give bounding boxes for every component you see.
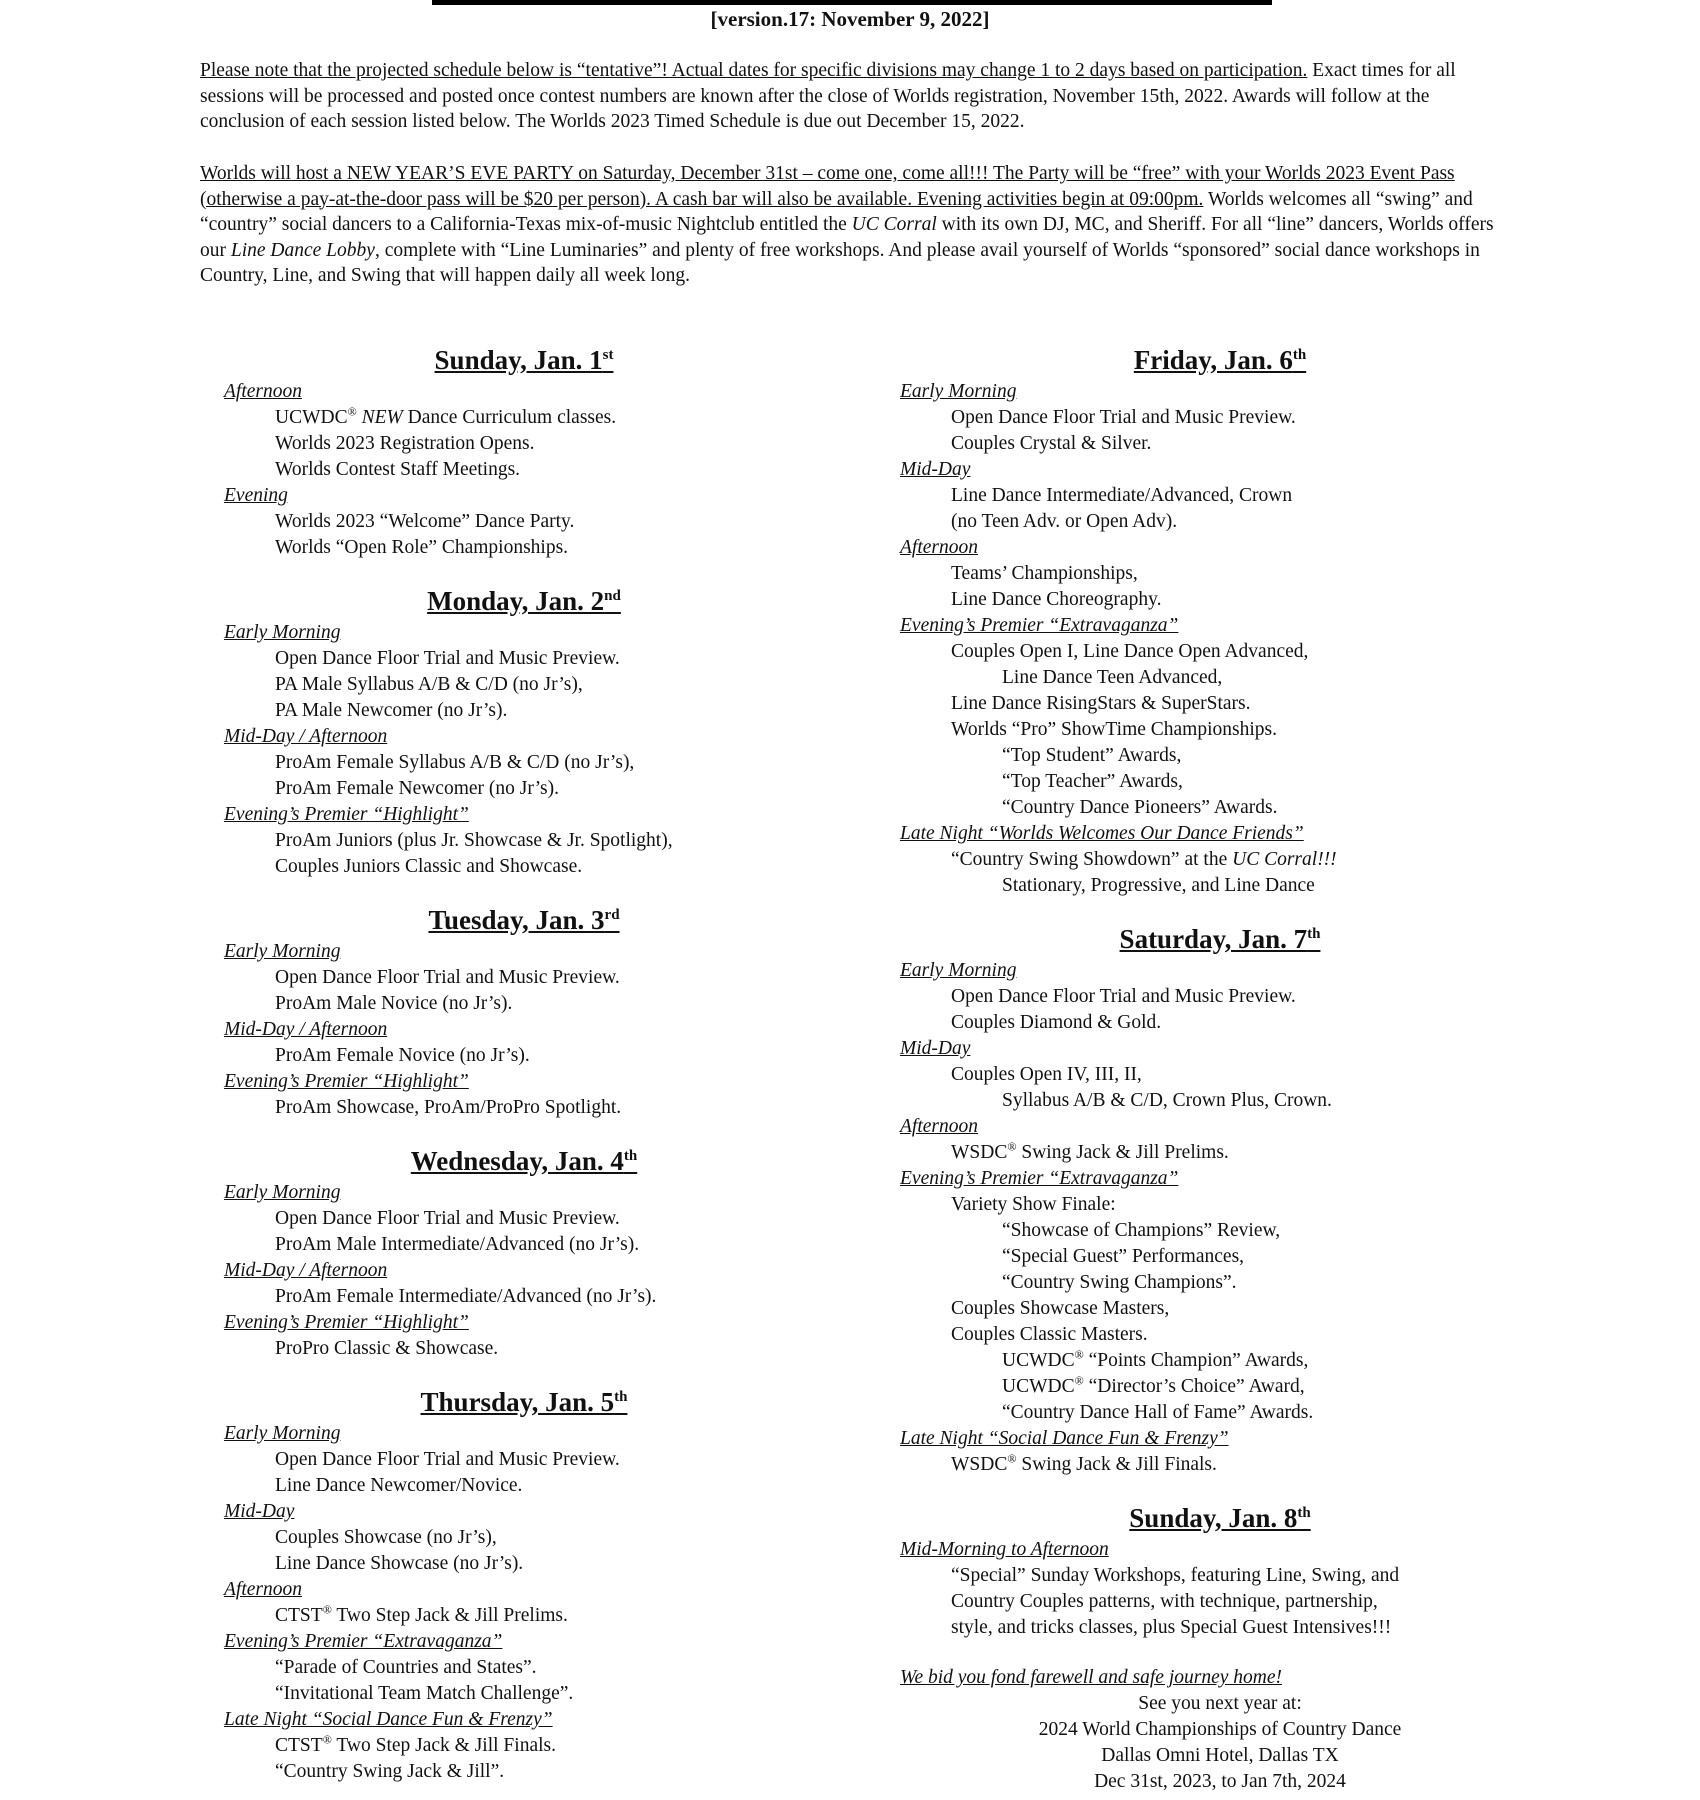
schedule-item: Country Couples patterns, with technique, partnership, — [951, 1591, 1378, 1612]
session-heading: Afternoon — [900, 1116, 978, 1137]
session-heading: Afternoon — [900, 537, 978, 558]
schedule-item: WSDC® Swing Jack & Jill Finals. — [951, 1451, 1217, 1475]
closing-line: 2024 World Championships of Country Dance — [1038, 1719, 1402, 1740]
schedule-item: Couples Diamond & Gold. — [951, 1012, 1162, 1033]
schedule-item: Line Dance Intermediate/Advanced, Crown — [951, 485, 1293, 506]
schedule-item: “Country Swing Jack & Jill”. — [275, 1761, 505, 1782]
farewell-line: We bid you fond farewell and safe journey home! — [900, 1667, 1282, 1688]
schedule-item: Line Dance Choreography. — [951, 589, 1162, 610]
schedule-item: ProAm Male Novice (no Jr’s). — [275, 993, 513, 1014]
schedule-subitem: Line Dance Teen Advanced, — [1002, 667, 1223, 688]
session-heading: Early Morning — [900, 960, 1017, 981]
schedule-item: style, and tricks classes, plus Special Guest Intensives!!! — [951, 1617, 1392, 1638]
schedule-item: ProAm Showcase, ProAm/ProPro Spotlight. — [275, 1097, 622, 1118]
session-heading: Mid-Day — [224, 1501, 295, 1522]
session-heading: Mid-Day — [900, 1038, 971, 1059]
schedule-item: Open Dance Floor Trial and Music Preview. — [951, 986, 1296, 1007]
session-heading: Early Morning — [224, 622, 341, 643]
schedule-subitem: “Top Teacher” Awards, — [1002, 771, 1183, 792]
intro-text: with its own DJ, MC, and Sheriff. For all “line” dancers, Worlds offers our — [200, 214, 1494, 261]
schedule-item: Worlds Contest Staff Meetings. — [275, 459, 521, 480]
schedule-item: Couples Showcase Masters, — [951, 1298, 1170, 1319]
schedule-item: Couples Open I, Line Dance Open Advanced, — [951, 641, 1309, 662]
schedule-subitem: “Top Student” Awards, — [1002, 745, 1182, 766]
session-heading: Mid-Day — [900, 459, 971, 480]
schedule-item: Worlds 2023 Registration Opens. — [275, 433, 535, 454]
day-heading-sunday-1: Sunday, Jan. 1st — [434, 345, 614, 375]
schedule-item: ProAm Female Intermediate/Advanced (no Jr’s). — [275, 1286, 657, 1307]
schedule-item: Open Dance Floor Trial and Music Preview. — [275, 648, 620, 669]
schedule-item: WSDC® Swing Jack & Jill Prelims. — [951, 1139, 1229, 1163]
schedule-item: “Special” Sunday Workshops, featuring Line, Swing, and — [951, 1565, 1400, 1586]
session-heading: Early Morning — [900, 381, 1017, 402]
schedule-item: Open Dance Floor Trial and Music Preview. — [275, 1208, 620, 1229]
schedule-subitem: Syllabus A/B & C/D, Crown Plus, Crown. — [1002, 1090, 1332, 1111]
schedule-item: Line Dance Newcomer/Novice. — [275, 1475, 523, 1496]
closing-line: See you next year at: — [1138, 1693, 1302, 1714]
schedule-item: PA Male Newcomer (no Jr’s). — [275, 700, 508, 721]
session-heading: Late Night “Social Dance Fun & Frenzy” — [224, 1709, 553, 1730]
intro-line-dance-lobby: Line Dance Lobby — [230, 239, 375, 261]
schedule-item: ProAm Female Syllabus A/B & C/D (no Jr’s), — [275, 752, 635, 773]
intro-times-note: Exact times for all sessions will be processed and posted once contest numbers are known after the close of Worlds registration, November 15th, 2022. Awards will follow at the conclusion of each session listed below. The Worlds 2023 Timed Schedule is due out December 15, 2022. — [200, 60, 1456, 132]
session-heading: Evening’s Premier “Extravaganza” — [900, 1168, 1179, 1189]
schedule-item: ProAm Male Intermediate/Advanced (no Jr’s). — [275, 1234, 640, 1255]
schedule-item: CTST® Two Step Jack & Jill Prelims. — [275, 1602, 568, 1626]
schedule-item: “Country Swing Showdown” at the UC Corral!!! — [951, 849, 1337, 870]
schedule-item: Open Dance Floor Trial and Music Preview. — [275, 967, 620, 988]
intro-tentative-note: Please note that the projected schedule below is “tentative”! Actual dates for specific divisions may change 1 to 2 days based on participation. — [200, 60, 1308, 81]
session-heading: Evening’s Premier “Highlight” — [224, 804, 469, 825]
day-heading-saturday: Saturday, Jan. 7th — [1119, 924, 1321, 954]
intro-text: , complete with “Line Luminaries” and plenty of free workshops. And please avail yourself of Worlds “sponsored” social dance workshops in Country, Line, and Swing that will happen daily all week long. — [200, 239, 1480, 286]
intro-paragraph-1 — [200, 58, 1512, 135]
session-heading: Evening — [224, 485, 288, 506]
session-heading: Early Morning — [224, 1182, 341, 1203]
intro-text: Worlds welcomes all “swing” and “country” social dancers to a California-Texas mix-of-music Nightclub entitled the — [200, 188, 1473, 235]
session-heading: Early Morning — [224, 941, 341, 962]
schedule-item: Couples Open IV, III, II, — [951, 1064, 1142, 1085]
intro-paragraph-2 — [200, 161, 1512, 289]
schedule-item: Open Dance Floor Trial and Music Preview. — [275, 1449, 620, 1470]
closing-line: Dallas Omni Hotel, Dallas TX — [1101, 1745, 1339, 1766]
session-heading: Mid-Day / Afternoon — [224, 1019, 388, 1040]
intro-party-note: Worlds will host a NEW YEAR’S EVE PARTY on Saturday, December 31st – come one, come all!!! The Party will be “free” with your Worlds 2023 Event Pass (otherwise a pay-at-the-door pass will be $20 per person). A cash bar will also be available. Evening activities begin at 09:00pm. — [200, 163, 1455, 210]
schedule-item: Worlds “Open Role” Championships. — [275, 537, 569, 558]
schedule-subitem: “Special Guest” Performances, — [1002, 1246, 1245, 1267]
schedule-subitem: UCWDC® “Points Champion” Awards, — [1002, 1347, 1309, 1371]
session-heading: Early Morning — [224, 1423, 341, 1444]
schedule-item: Worlds 2023 “Welcome” Dance Party. — [275, 511, 575, 532]
schedule-item: ProAm Female Newcomer (no Jr’s). — [275, 778, 559, 799]
schedule-item: Couples Classic Masters. — [951, 1324, 1148, 1345]
session-heading: Late Night “Worlds Welcomes Our Dance Friends” — [900, 823, 1304, 844]
schedule-subitem: “Country Dance Pioneers” Awards. — [1002, 797, 1278, 818]
session-heading: Evening’s Premier “Extravaganza” — [224, 1631, 503, 1652]
schedule-item: Worlds “Pro” ShowTime Championships. — [951, 719, 1277, 740]
schedule-right-column — [900, 338, 1540, 1795]
day-heading-sunday-8: Sunday, Jan. 8th — [1129, 1503, 1311, 1533]
version-line: [version.17: November 9, 2022] — [710, 7, 990, 31]
schedule-subitem: “Country Dance Hall of Fame” Awards. — [1002, 1402, 1314, 1423]
schedule-item: Couples Crystal & Silver. — [951, 433, 1152, 454]
intro-uc-corral: UC Corral — [851, 214, 937, 235]
schedule-item: Line Dance Showcase (no Jr’s). — [275, 1553, 524, 1574]
session-heading: Evening’s Premier “Extravaganza” — [900, 615, 1179, 636]
day-heading-tuesday: Tuesday, Jan. 3rd — [428, 905, 620, 935]
session-heading: Mid-Day / Afternoon — [224, 1260, 388, 1281]
session-heading: Mid-Day / Afternoon — [224, 726, 388, 747]
day-heading-friday: Friday, Jan. 6th — [1133, 345, 1307, 375]
schedule-item: “Parade of Countries and States”. — [275, 1657, 537, 1678]
schedule-item: Open Dance Floor Trial and Music Preview. — [951, 407, 1296, 428]
day-heading-monday: Monday, Jan. 2nd — [427, 586, 621, 616]
schedule-item: Line Dance RisingStars & SuperStars. — [951, 693, 1251, 714]
schedule-item: Couples Juniors Classic and Showcase. — [275, 856, 583, 877]
schedule-item: ProAm Female Novice (no Jr’s). — [275, 1045, 530, 1066]
schedule-item: PA Male Syllabus A/B & C/D (no Jr’s), — [275, 674, 583, 695]
schedule-subitem: “Showcase of Champions” Review, — [1002, 1220, 1281, 1241]
schedule-item: Variety Show Finale: — [951, 1194, 1116, 1215]
schedule-item: Couples Showcase (no Jr’s), — [275, 1527, 497, 1548]
schedule-subitem: “Country Swing Champions”. — [1002, 1272, 1237, 1293]
schedule-item: (no Teen Adv. or Open Adv). — [951, 511, 1178, 532]
schedule-subitem: UCWDC® “Director’s Choice” Award, — [1002, 1373, 1305, 1397]
day-heading-thursday: Thursday, Jan. 5th — [420, 1387, 628, 1417]
session-heading: Evening’s Premier “Highlight” — [224, 1071, 469, 1092]
schedule-subitem: Stationary, Progressive, and Line Dance — [1002, 875, 1315, 896]
schedule-item: CTST® Two Step Jack & Jill Finals. — [275, 1732, 556, 1756]
session-heading: Evening’s Premier “Highlight” — [224, 1312, 469, 1333]
session-heading: Mid-Morning to Afternoon — [900, 1539, 1109, 1560]
session-heading: Late Night “Social Dance Fun & Frenzy” — [900, 1428, 1229, 1449]
closing-line: Dec 31st, 2023, to Jan 7th, 2024 — [1094, 1771, 1346, 1792]
schedule-item: Teams’ Championships, — [951, 563, 1138, 584]
session-heading: Afternoon — [224, 1579, 302, 1600]
schedule-item: “Invitational Team Match Challenge”. — [275, 1683, 574, 1704]
schedule-left-column — [224, 338, 824, 1785]
day-heading-wednesday: Wednesday, Jan. 4th — [410, 1146, 638, 1176]
title-rule — [432, 0, 1272, 5]
schedule-item: ProPro Classic & Showcase. — [275, 1338, 499, 1359]
schedule-item: UCWDC® NEW Dance Curriculum classes. — [275, 404, 617, 428]
session-heading: Afternoon — [224, 381, 302, 402]
schedule-item: ProAm Juniors (plus Jr. Showcase & Jr. Spotlight), — [275, 830, 673, 851]
